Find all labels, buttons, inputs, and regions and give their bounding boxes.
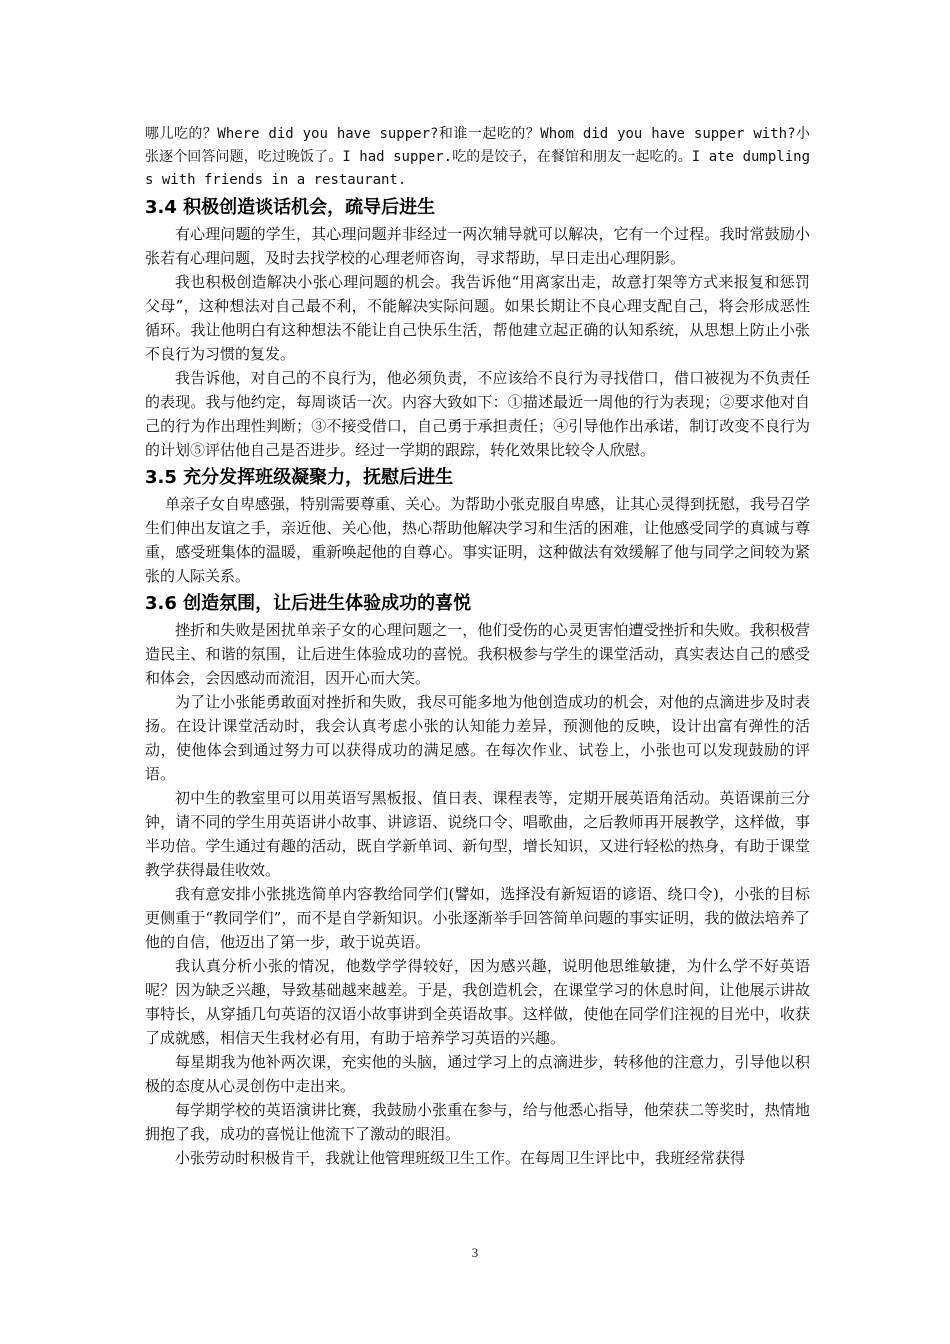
paragraph: 初中生的教室里可以用英语写黑板报、值日表、课程表等，定期开展英语角活动。英语课前三分钟，请不同的学生用英语讲小故事、讲谚语、说绕口令、唱歌曲，之后教师再开展教学，这样做，事半功倍。学生通过有趣的活动，既自学新单词、新句型，增长知识，又进行轻松的热身，有助于课堂教学获得最佳收效。 [145,789,810,879]
paragraph: 小张劳动时积极肯干，我就让他管理班级卫生工作。在每周卫生评比中，我班经常获得 [175,1149,746,1167]
page-number: 3 [471,1245,479,1260]
paragraph: 有心理问题的学生，其心理问题并非经过一两次辅导就可以解决，它有一个过程。我时常鼓励小张若有心理问题，及时去找学校的心理老师咨询，寻求帮助，早日走出心理阴影。 [145,225,810,267]
paragraph: 我认真分析小张的情况，他数学学得较好，因为感兴趣，说明他思维敏捷，为什么学不好英语呢？因为缺乏兴趣，导致基础越来越差。于是，我创造机会，在课堂学习的休息时间，让他展示讲故事特长，从穿插几句英语的汉语小故事讲到全英语故事。这样做，使他在同学们注视的目光中，收获了成就感，相信天生我材必有用，有助于培养学习英语的兴趣。 [145,957,810,1047]
paragraph: 我有意安排小张挑选简单内容教给同学们(譬如，选择没有新短语的谚语、绕口令)，小张的目标更侧重于“教同学们”，而不是自学新知识。小张逐渐举手回答简单问题的事实证明，我的做法培养了他的自信，他迈出了第一步，敢于说英语。 [145,885,810,951]
paragraph: 单亲子女自卑感强，特别需要尊重、关心。为帮助小张克服自卑感，让其心灵得到抚慰，我号召学生们伸出友谊之手，亲近他、关心他，热心帮助他解决学习和生活的困难，让他感受同学的真诚与尊重，感受班集体的温暖，重新唤起他的自尊心。事实证明，这种做法有效缓解了他与同学之间较为紧张的人际关系。 [145,495,811,585]
paragraph: 挫折和失败是困扰单亲子女的心理问题之一，他们受伤的心灵更害怕遭受挫折和失败。我积极营造民主、和谐的氛围，让后进生体验成功的喜悦。我积极参与学生的课堂活动，真实表达自己的感受和体会，会因感动而流泪，因开心而大笑。 [145,621,810,687]
paragraph: 每星期我为他补两次课，充实他的头脑，通过学习上的点滴进步，转移他的注意力，引导他以积极的态度从心灵创伤中走出来。 [145,1053,810,1095]
document-body [145,123,810,1170]
paragraph: 我也积极创造解决小张心理问题的机会。我告诉他“用离家出走，故意打架等方式来报复和惩罚父母”，这种想法对自己最不利，不能解决实际问题。如果长期让不良心理支配自己，将会形成恶性循环。我让他明白有这种想法不能让自己快乐生活，帮他建立起正确的认知系统，从思想上防止小张不良行为习惯的复发。 [145,273,810,363]
section-heading-3-6: 3.6 创造氛围，让后进生体验成功的喜悦 [145,593,472,614]
section-heading-3-5: 3.5 充分发挥班级凝聚力，抚慰后进生 [145,467,454,488]
paragraph: 为了让小张能勇敢面对挫折和失败，我尽可能多地为他创造成功的机会，对他的点滴进步及时表扬。在设计课堂活动时，我会认真考虑小张的认知能力差异，预测他的反映，设计出富有弹性的活动，使他体会到通过努力可以获得成功的满足感。在每次作业、试卷上，小张也可以发现鼓励的评语。 [145,693,810,783]
section-heading-3-4: 3.4 积极创造谈话机会，疏导后进生 [145,197,436,218]
intro-paragraph: 哪儿吃的？Where did you have supper?和谁一起吃的？Whom did you have supper with?小张逐个回答问题，吃过晚饭了。I had supper.吃的是饺子，在餐馆和朋友一起吃的。I ate dumplings with friends in a restaurant. [145,126,810,188]
paragraph: 我告诉他，对自己的不良行为，他必须负责，不应该给不良行为寻找借口，借口被视为不负责任的表现。我与他约定，每周谈话一次。内容大致如下：①描述最近一周他的行为表现；②要求他对自己的行为作出理性判断；③不接受借口，自己勇于承担责任；④引导他作出承诺，制订改变不良行为的计划⑤评估他自己是否进步。经过一学期的跟踪，转化效果比较令人欣慰。 [145,369,810,459]
paragraph: 每学期学校的英语演讲比赛，我鼓励小张重在参与，给与他悉心指导，他荣获二等奖时，热情地拥抱了我，成功的喜悦让他流下了激动的眼泪。 [145,1101,810,1143]
